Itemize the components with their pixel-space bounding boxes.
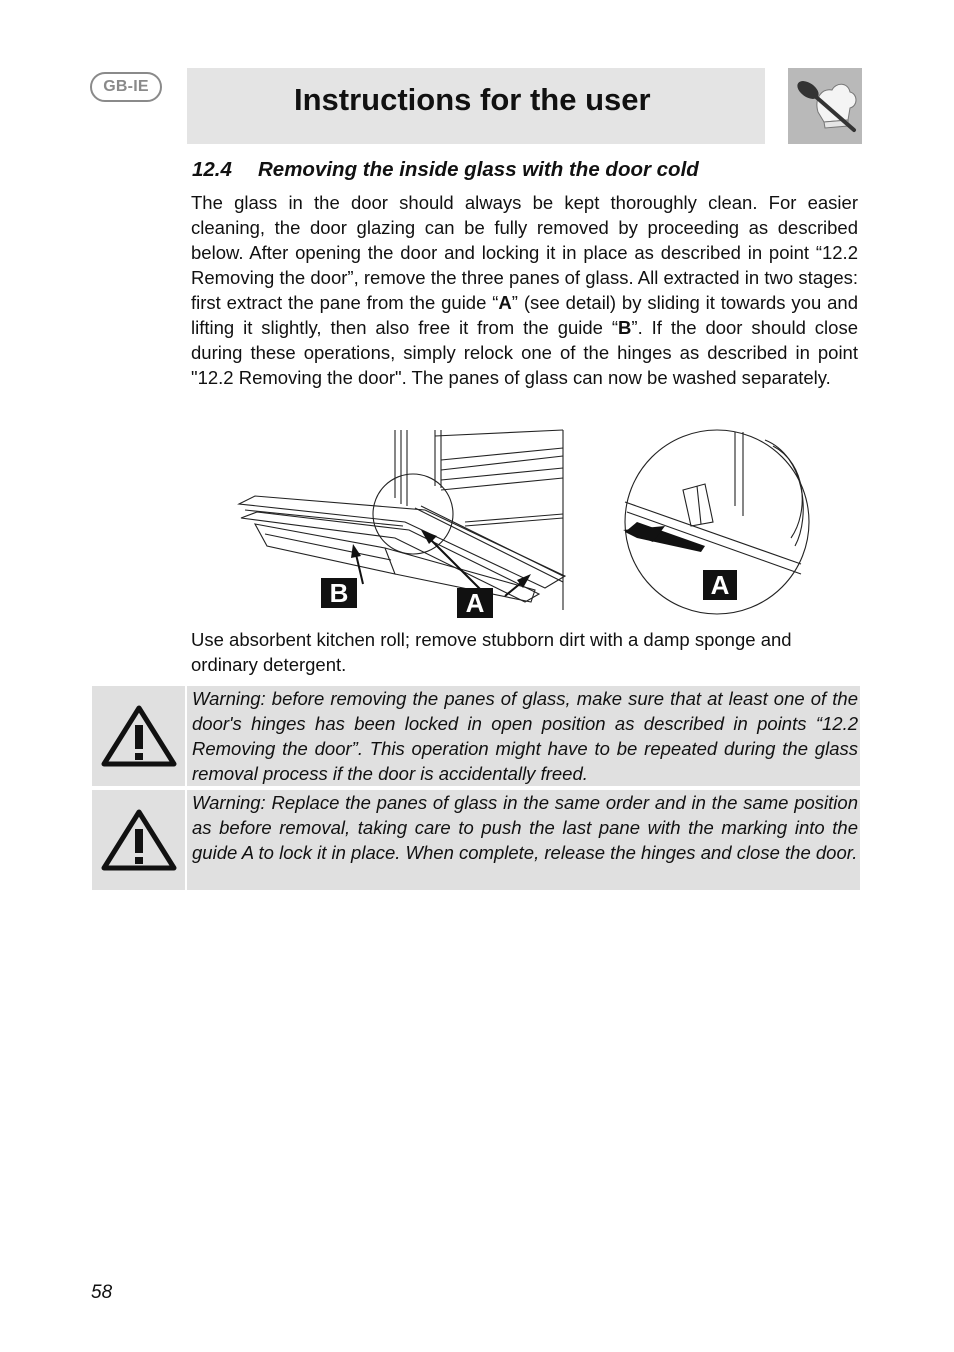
chef-hat-spoon-icon [788,68,862,144]
intro-text-1: The glass in the door should always be kept thoroughly clean. For easier cleaning, the door glazing can be fully removed by proceeding as described below. After opening the door and locking it in place as described in point “12.2 Removing the door”, remove the three panes of glass. All extracted in two stages: first extract the pane from the guide “ [191,192,858,313]
warning-2 [187,790,860,890]
warning-1 [187,686,860,786]
warning-icon-cell-1 [92,686,185,786]
section-number: 12.4 [192,158,232,181]
intro-text-3: ”. If the door should close during these operations, simply relock one of the hinges as described in point "12.2 Removing the door". The panes of glass can now be washed separately. [191,317,858,388]
warning-1-text: Warning: before removing the panes of glass, make sure that at least one of the door's hinges has been locked in open position as described in points “12.2 Removing the door”. This operation might have to be repeated during the glass removal process if the door is accidentally freed. [192,688,858,784]
intro-text-2: ” (see detail) by sliding it towards you and lifting it slightly, then also free it from the guide “ [191,292,858,338]
warning-icon-cell-2 [92,790,185,890]
page-title: Instructions for the user [294,82,651,117]
warning-triangle-icon [100,807,178,873]
glass-removal-illustration [235,426,815,619]
illustration-drawing [235,426,815,619]
label-b: B [329,578,349,608]
guide-a-ref: A [498,292,512,313]
detail-label-a: A [710,570,730,600]
cleaning-note: Use absorbent kitchen roll; remove stubborn dirt with a damp sponge and ordinary detergent. [191,629,792,675]
intro-paragraph [191,190,858,390]
section-heading [192,158,699,182]
section-title: Removing the inside glass with the door cold [258,158,699,181]
region-badge: GB-IE [90,72,162,102]
page-number: 58 [91,1282,113,1303]
label-a: A [465,588,485,618]
page-header [187,68,765,144]
warning-2-text: Warning: Replace the panes of glass in the same order and in the same position as before removal, taking care to push the last pane with the marking into the guide A to lock it in place. When complete, release the hinges and close the door. [192,792,858,863]
guide-b-ref: B [618,317,632,338]
warning-triangle-icon [100,703,178,769]
